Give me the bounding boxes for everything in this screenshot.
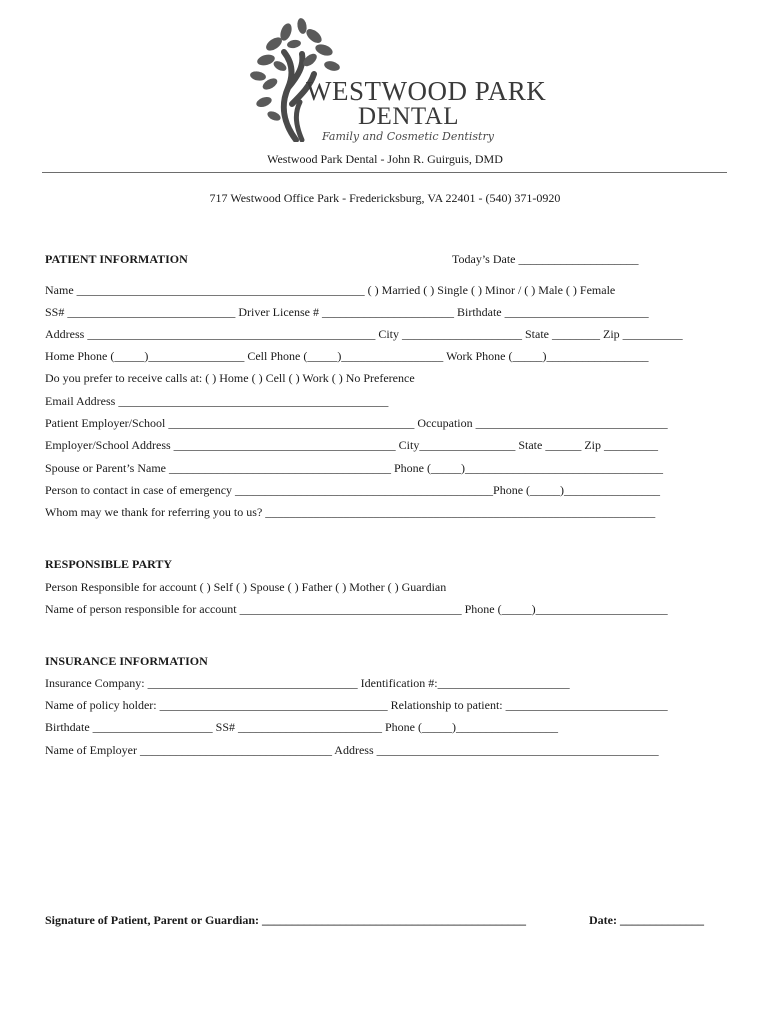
todays-date-field[interactable]: Today’s Date ____________________ xyxy=(452,252,639,266)
form-row-email[interactable]: Email Address _____________________________________________ xyxy=(45,394,389,408)
signature-date-field[interactable]: Date: ______________ xyxy=(589,913,704,927)
form-row-emergency-contact[interactable]: Person to contact in case of emergency ___________________________________________Phone (_____)________________ xyxy=(45,483,661,497)
form-row-employer-address[interactable]: Employer/School Address _____________________________________ City________________ State ______ Zip _________ xyxy=(45,438,658,452)
signature-field[interactable]: Signature of Patient, Parent or Guardian: ____________________________________________ xyxy=(45,913,526,927)
form-row-spouse-parent[interactable]: Spouse or Parent’s Name _____________________________________ Phone (_____)_________________________________ xyxy=(45,461,663,475)
form-row-name[interactable]: Name ________________________________________________ ( ) Married ( ) Single ( ) Minor / ( ) Male ( ) Female xyxy=(45,283,616,297)
header-divider xyxy=(42,172,727,173)
form-row-phones[interactable]: Home Phone (_____)________________ Cell Phone (_____)_________________ Work Phone (_____)_________________ xyxy=(45,349,649,363)
form-row-call-preference[interactable]: Do you prefer to receive calls at: ( ) Home ( ) Cell ( ) Work ( ) No Preference xyxy=(45,371,415,385)
logo-name-line2: DENTAL xyxy=(358,103,459,130)
form-row-referral[interactable]: Whom may we thank for referring you to us? _________________________________________________________________ xyxy=(45,505,656,519)
form-row-employer[interactable]: Patient Employer/School _________________________________________ Occupation ________________________________ xyxy=(45,416,668,430)
practice-logo xyxy=(244,14,547,144)
form-row-responsible-name[interactable]: Name of person responsible for account _____________________________________ Phone (_____)______________________ xyxy=(45,602,668,616)
logo-tagline: Family and Cosmetic Dentistry xyxy=(322,130,494,143)
address-line: 717 Westwood Office Park - Fredericksburg, VA 22401 - (540) 371-0920 xyxy=(209,191,561,205)
form-row-responsible-relation[interactable]: Person Responsible for account ( ) Self ( ) Spouse ( ) Father ( ) Mother ( ) Guardian xyxy=(45,580,447,594)
form-row-ss-license[interactable]: SS# ____________________________ Driver License # ______________________ Birthdate ________________________ xyxy=(45,305,649,319)
insurance-information-heading: INSURANCE INFORMATION xyxy=(45,654,208,668)
patient-information-heading: PATIENT INFORMATION xyxy=(45,252,188,266)
form-row-policy-holder[interactable]: Name of policy holder: ______________________________________ Relationship to patient: ___________________________ xyxy=(45,698,668,712)
form-row-insurance-company[interactable]: Insurance Company: ___________________________________ Identification #:______________________ xyxy=(45,676,570,690)
form-row-address[interactable]: Address ________________________________________________ City ____________________ State ________ Zip __________ xyxy=(45,327,683,341)
form-row-holder-employer[interactable]: Name of Employer ________________________________ Address _______________________________________________ xyxy=(45,743,659,757)
responsible-party-heading: RESPONSIBLE PARTY xyxy=(45,557,173,571)
logo-name-line1: WESTWOOD PARK xyxy=(306,76,547,106)
practice-line: Westwood Park Dental - John R. Guirguis, DMD xyxy=(267,152,503,166)
form-row-holder-birthdate[interactable]: Birthdate ____________________ SS# ________________________ Phone (_____)_________________ xyxy=(45,720,558,734)
